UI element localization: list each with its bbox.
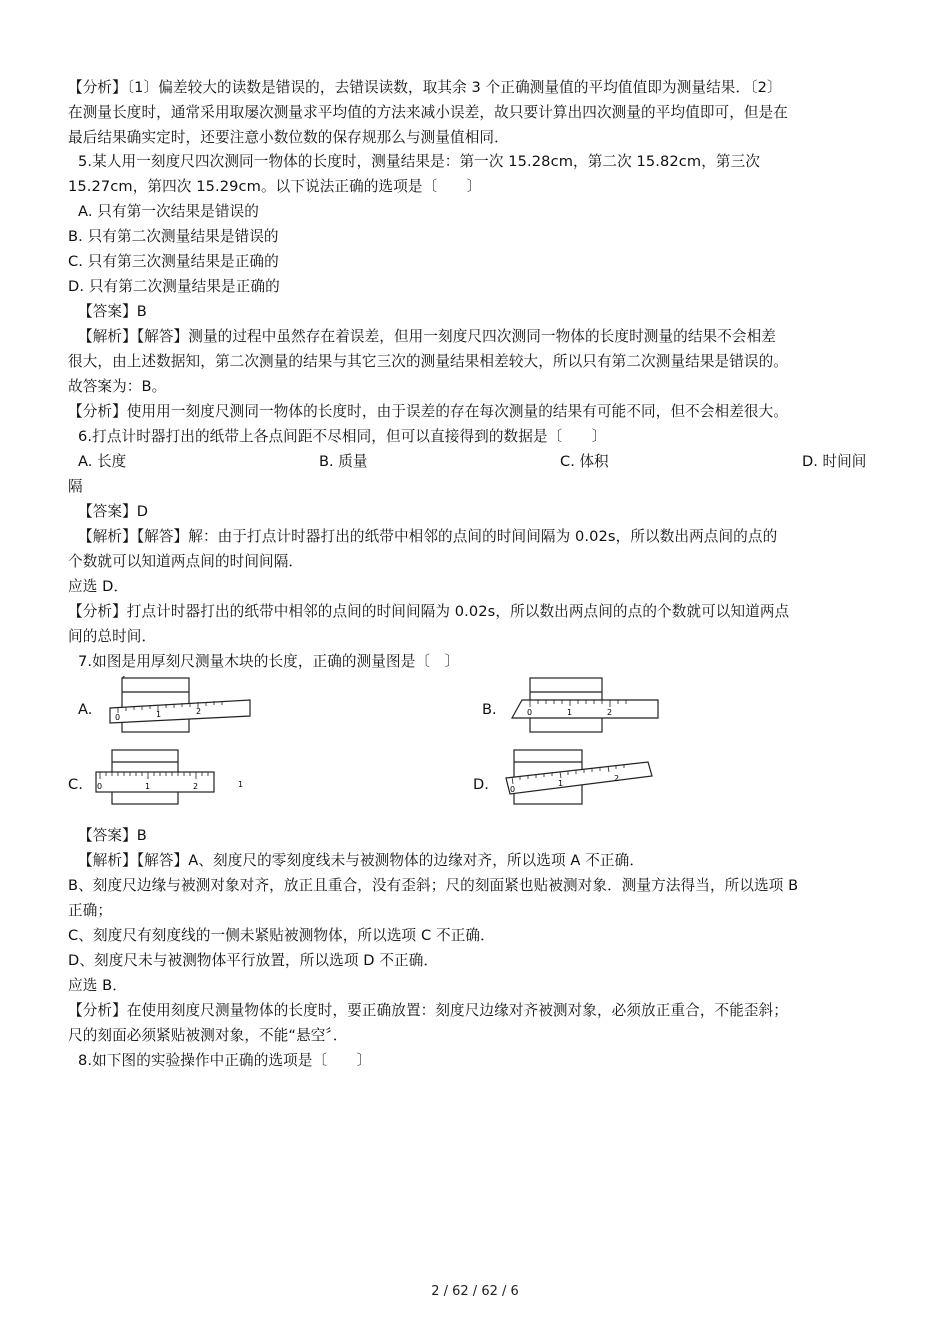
- figure-b-tick-0: 0: [527, 708, 533, 717]
- question-8-stem: 8.如下图的实验操作中正确的选项是〔 〕: [78, 1052, 372, 1069]
- figure-c-tick-2: 2: [193, 782, 199, 791]
- question-5-explanation-line2: 很大，由上述数据知，第二次测量的结果与其它三次的测量结果相差较大，所以只有第二次测量结果是错误的。: [68, 353, 788, 370]
- figure-c-label: C.: [68, 776, 83, 793]
- figure-d-label: D.: [473, 776, 489, 793]
- figure-b-ruler-diagram: [508, 676, 663, 736]
- question-5-stem-line1: 5.某人用一刻度尺四次测同一物体的长度时，测量结果是：第一次 15.28cm，第二次 15.82cm，第三次: [78, 153, 761, 170]
- question-5-option-b: B. 只有第二次测量结果是错误的: [68, 228, 279, 245]
- question-6-explanation-line1: 【解析】【解答】解：由于打点计时器打出的纸带中相邻的点间的时间间隔为 0.02s，所以数出两点间的点的: [78, 528, 778, 545]
- figure-a-tick-1: 1: [156, 710, 162, 719]
- analysis-q4-line1: 【分析】〔1〕偏差较大的读数是错误的，去错误读数，取其余 3 个正确测量值的平均值值即为测量结果．〔2〕: [68, 79, 782, 96]
- question-7-explanation-a: 【解析】【解答】A、刻度尺的零刻度线未与被测物体的边缘对齐，所以选项 A 不正确．: [78, 852, 645, 869]
- question-5-option-d: D. 只有第二次测量结果是正确的: [68, 278, 280, 295]
- figure-d-ruler-diagram: [500, 748, 660, 808]
- question-6-option-a: A. 长度: [78, 453, 127, 470]
- question-6-stem: 6.打点计时器打出的纸带上各点间距不尽相同，但可以直接得到的数据是〔 〕: [78, 428, 607, 445]
- question-7-explanation-b-line2: 正确；: [68, 902, 113, 919]
- question-6-explanation-line2: 个数就可以知道两点间的时间间隔．: [68, 553, 304, 570]
- question-6-option-b: B. 质量: [319, 453, 368, 470]
- figure-a-tick-2: 2: [196, 707, 202, 716]
- question-5-explanation-line1: 【解析】【解答】测量的过程中虽然存在着误差，但用一刻度尺四次测同一物体的长度时测量的结果不会相差: [78, 328, 777, 345]
- question-6-choice: 应选 D．: [68, 578, 129, 595]
- question-6-analysis-line2: 间的总时间．: [68, 628, 157, 645]
- figure-a-ruler-diagram: [106, 676, 256, 736]
- analysis-q4-line3: 最后结果确实定时，还要注意小数位数的保存规那么与测量值相同．: [68, 129, 509, 146]
- question-7-explanation-d: D、刻度尺未与被测物体平行放置，所以选项 D 不正确．: [68, 952, 439, 969]
- question-6-analysis-line1: 【分析】打点计时器打出的纸带中相邻的点间的时间间隔为 0.02s，所以数出两点间的点的个数就可以知道两点: [68, 603, 790, 620]
- question-7-explanation-c: C、刻度尺有刻度线的一侧未紧贴被测物体，所以选项 C 不正确．: [68, 927, 495, 944]
- question-5-option-c: C. 只有第三次测量结果是正确的: [68, 253, 279, 270]
- figure-c-tick-1: 1: [145, 782, 151, 791]
- figure-b-label: B.: [482, 701, 497, 718]
- question-6-answer: 【答案】D: [78, 503, 149, 520]
- question-7-analysis-line1: 【分析】在使用刻度尺测量物体的长度时，要正确放置：刻度尺边缘对齐被测对象，必须放正重合，不能歪斜；: [68, 1002, 788, 1019]
- figure-c-extra-label: 1: [238, 780, 244, 789]
- question-7-stem: 7.如图是用厚刻尺测量木块的长度，正确的测量图是〔 〕: [78, 653, 460, 670]
- analysis-q4-line2: 在测量长度时，通常采用取屡次测量求平均值的方法来减小误差，故只要计算出四次测量的平均值即可，但是在: [68, 104, 788, 121]
- question-6-option-d-wrap: 隔: [68, 478, 83, 495]
- question-5-option-a: A. 只有第一次结果是错误的: [78, 203, 259, 220]
- figure-d-tick-2: 2: [614, 774, 620, 783]
- question-6-option-d: D. 时间间: [802, 453, 867, 470]
- question-6-option-c: C. 体积: [560, 453, 609, 470]
- question-7-explanation-b-line1: B、刻度尺边缘与被测对象对齐，放正且重合，没有歪斜；尺的刻面紧也贴被测对象．测量方法得当，所以选项 B: [68, 877, 799, 894]
- figure-b-tick-2: 2: [607, 708, 613, 717]
- question-5-stem-line2: 15.27cm，第四次 15.29cm。以下说法正确的选项是〔 〕: [68, 178, 482, 195]
- figure-a-label: A.: [78, 701, 93, 718]
- figure-d-tick-1: 1: [558, 779, 564, 788]
- question-5-answer: 【答案】B: [78, 303, 147, 320]
- figure-b-tick-1: 1: [567, 708, 573, 717]
- question-7-analysis-line2: 尺的刻面必须紧贴被测对象，不能“悬空〞．: [68, 1027, 348, 1044]
- question-5-analysis: 【分析】使用用一刻度尺测同一物体的长度时，由于误差的存在每次测量的结果有可能不同，但不会相差很大。: [68, 403, 788, 420]
- figure-c-tick-0: 0: [97, 782, 103, 791]
- question-7-choice: 应选 B．: [68, 977, 127, 994]
- question-7-answer: 【答案】B: [78, 827, 147, 844]
- figure-c-ruler-diagram: [92, 748, 252, 808]
- figure-d-tick-0: 0: [510, 785, 516, 794]
- page-number-footer: 2 / 62 / 62 / 6: [431, 1284, 519, 1299]
- figure-a-tick-0: 0: [115, 713, 121, 722]
- question-5-explanation-line3: 故答案为：B。: [68, 378, 167, 395]
